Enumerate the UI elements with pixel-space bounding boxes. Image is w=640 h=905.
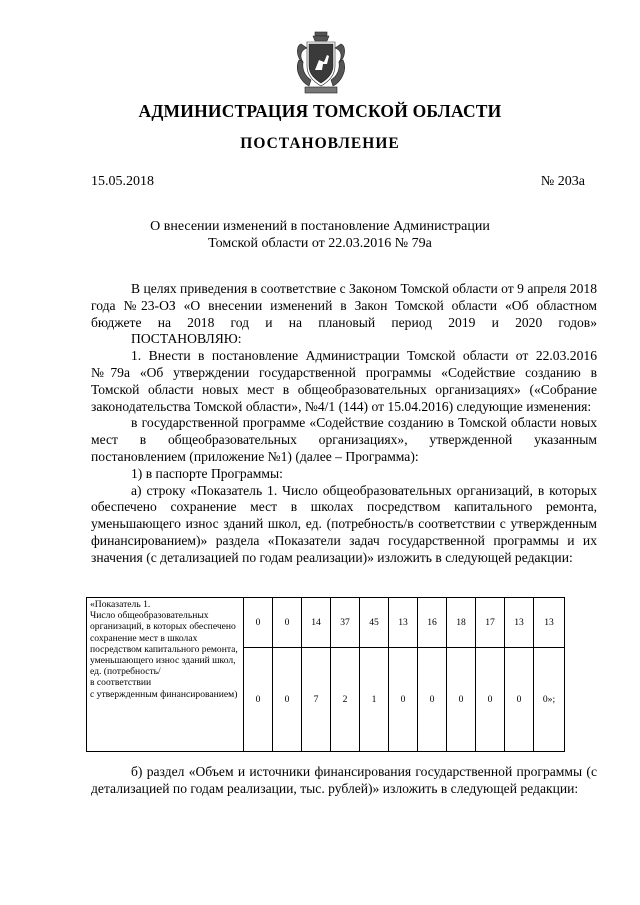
indicator-table <box>86 597 565 752</box>
table-cell: 0 <box>505 648 534 752</box>
table-cell: 1 <box>360 648 389 752</box>
table-cell: 37 <box>331 598 360 648</box>
table-cell: 2 <box>331 648 360 752</box>
table-cell: 0 <box>418 648 447 752</box>
table-cell: 13 <box>505 598 534 648</box>
table-cell: 45 <box>360 598 389 648</box>
document-number: № 203а <box>540 174 585 189</box>
document-subject <box>0 218 640 252</box>
indicator-label: «Показатель 1. Число общеобразовательных организаций, в которых обеспечено сохранение мест в школах посредством капитального ремонта, уменьшающего износ зданий школ, ед. (потребность/ в соответствии с утвержденным финансированием) <box>87 598 244 752</box>
table-cell: 16 <box>418 598 447 648</box>
paragraph-item-b: б) раздел «Объем и источники финансирования государственной программы (с детализацией по годам реализации, тыс. рублей)» изложить в следующей редакции: <box>91 764 597 796</box>
table-cell: 0 <box>476 648 505 752</box>
table-cell: 0 <box>447 648 476 752</box>
table-cell: 14 <box>302 598 331 648</box>
paragraph-resolve: ПОСТАНОВЛЯЮ: <box>131 331 242 347</box>
table-cell: 0 <box>273 648 302 752</box>
paragraph-preamble: В целях приведения в соответствие с Законом Томской области от 9 апреля 2018 года №23-ОЗ «О внесении изменений в Закон Томской области «Об областном бюджете на 2018 год и на плановый период 2019 и 2020 годов» <box>91 281 597 330</box>
paragraph-item-1: 1. Внести в постановление Администрации Томской области от 22.03.2016 №79а «Об утверждении государственной программы «Содействие созданию в Томской области новых мест в общеобразовательных организациях» («Собрание законодательства Томской области», №4/1 (144) от 15.04.2016) следующие изменения: <box>91 348 597 414</box>
table-cell: 17 <box>476 598 505 648</box>
table-cell: 0»; <box>534 648 565 752</box>
paragraph-item-a: а) строку «Показатель 1. Число общеобразовательных организаций, в которых обеспечено сохранение мест в школах посредством капитального ремонта, уменьшающего износ зданий школ, ед. (потребность/в соответствии с утвержденным финансированием)» раздела «Показатели задач государственной программы и их значения (с детализацией по годам реализации)» изложить в следующей редакции: <box>91 482 597 565</box>
table-cell: 0 <box>389 648 418 752</box>
table-cell: 13 <box>534 598 565 648</box>
table-cell: 0 <box>273 598 302 648</box>
table-cell: 0 <box>244 598 273 648</box>
coat-of-arms-icon <box>295 30 347 96</box>
document-type: ПОСТАНОВЛЕНИЕ <box>240 135 400 152</box>
table-cell: 0 <box>244 648 273 752</box>
document-body-continued <box>91 764 597 798</box>
table-cell: 18 <box>447 598 476 648</box>
document-date: 15.05.2018 <box>91 174 154 189</box>
document-body <box>91 281 597 567</box>
paragraph-program: в государственной программе «Содействие созданию в Томской области новых мест в общеобразовательных организациях», утвержденной указанным постановлением (приложение №1) (далее – Программа): <box>91 415 597 464</box>
table-cell: 7 <box>302 648 331 752</box>
table-row <box>87 598 565 648</box>
table-cell: 13 <box>389 598 418 648</box>
subject-line-1: О внесении изменений в постановление Администрации <box>150 219 490 234</box>
organization-title: АДМИНИСТРАЦИЯ ТОМСКОЙ ОБЛАСТИ <box>138 101 502 121</box>
subject-line-2: Томской области от 22.03.2016 № 79а <box>208 236 432 251</box>
paragraph-passport: 1) в паспорте Программы: <box>131 465 283 481</box>
